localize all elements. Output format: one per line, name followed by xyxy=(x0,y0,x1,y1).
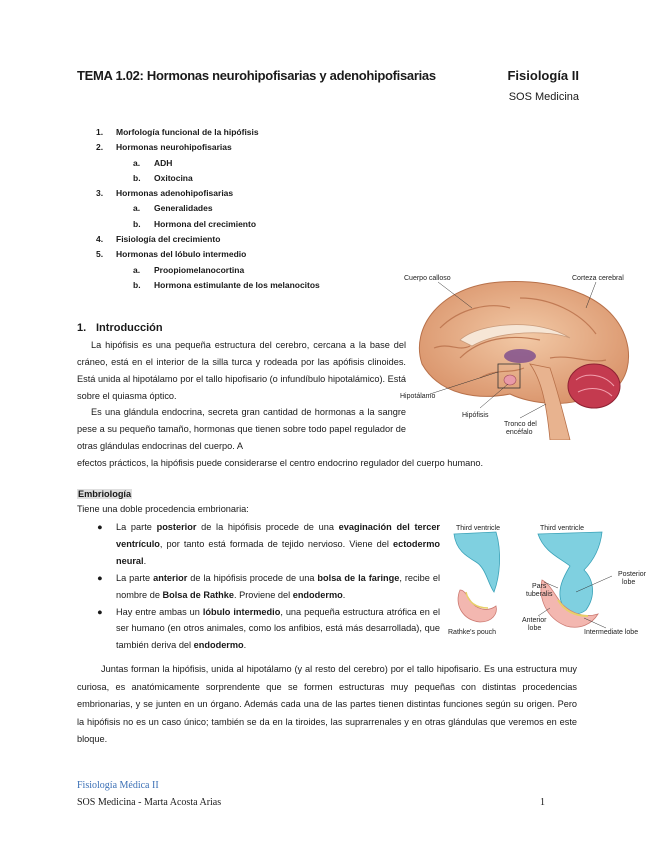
toc-item-label: Hormonas del lóbulo intermedio xyxy=(116,249,247,260)
bullet-dot-icon: ● xyxy=(97,522,103,532)
label-rathkes-pouch: Rathke's pouch xyxy=(448,629,497,636)
toc-item xyxy=(96,171,320,186)
bullet-text: La parte xyxy=(116,572,154,583)
footer-book-title: Fisiología Médica II xyxy=(77,780,159,791)
bullet-text: La parte xyxy=(116,522,157,532)
toc-item-label: Oxitocina xyxy=(154,172,193,183)
embriologia-intro: Tiene una doble procedencia embrionaria: xyxy=(77,504,249,514)
bullet-text: . xyxy=(342,589,346,600)
bullet-dot-icon: ● xyxy=(97,572,103,583)
bullet-text: , una pequeña estructura atrófica en el ser humano (en otros animales, como los anfibios, está más desarrollada), que también deriva del xyxy=(116,606,440,651)
section-heading xyxy=(77,322,163,334)
toc-item xyxy=(96,186,320,201)
toc-item xyxy=(96,263,320,278)
school-name: SOS Medicina xyxy=(508,91,579,103)
label-tronco-1: Tronco del xyxy=(504,421,537,428)
label-tronco-2: encéfalo xyxy=(506,429,533,436)
embriologia-paragraph xyxy=(77,661,577,749)
toc-item-number: a. xyxy=(133,264,141,275)
toc-item xyxy=(96,140,320,155)
bullet-bold-text: anterior xyxy=(153,572,188,583)
label-pars: Pars xyxy=(532,583,547,590)
label-posterior-lobe: lobe xyxy=(622,579,636,586)
toc-item xyxy=(96,247,320,262)
toc-item-label: Hormona del crecimiento xyxy=(154,218,257,229)
toc-item xyxy=(96,125,320,140)
subject-name: Fisiología II xyxy=(507,68,579,83)
bullet-item xyxy=(97,604,440,655)
toc-item-number: 5. xyxy=(96,249,104,260)
bullet-text: . xyxy=(143,555,147,566)
toc-item-number: b. xyxy=(133,218,141,229)
toc-item-number: b. xyxy=(133,279,141,290)
bullet-bold-text: endodermo xyxy=(193,640,244,651)
embriologia-bullet-list xyxy=(97,519,440,654)
brain-sagittal-illustration xyxy=(400,268,636,440)
pituitary-embryology-illustration xyxy=(446,522,654,640)
toc-item xyxy=(96,201,320,216)
table-of-contents xyxy=(96,125,320,293)
page-number: 1 xyxy=(540,797,545,808)
intro-paragraph-2-continued: efectos prácticos, la hipófisis puede considerarse el centro endocrino regulador del cuerpo humano. xyxy=(77,458,484,468)
label-third-ventricle-2: Third ventricle xyxy=(540,525,584,532)
bullet-text: de la hipófisis procede de una xyxy=(196,522,339,532)
toc-item-label: Proopiomelanocortina xyxy=(154,264,245,275)
intro-paragraph-2: Es una glándula endocrina, secreta gran cantidad de hormonas a la sangre pese a su pequeño tamaño, hormonas que tienen sobre todo papel regulador de otras glándulas endocrinas del cuerpo. A xyxy=(77,407,406,451)
toc-item-number: 4. xyxy=(96,234,104,245)
label-cuerpo-calloso: Cuerpo calloso xyxy=(404,275,451,282)
bullet-bold-text: bolsa de la faringe xyxy=(317,572,400,583)
toc-item-label: Morfología funcional de la hipófisis xyxy=(116,127,259,137)
bullet-bold-text: Bolsa de Rathke xyxy=(162,589,234,600)
label-intermediate-lobe: Intermediate lobe xyxy=(584,629,639,636)
toc-item-label: ADH xyxy=(154,157,173,168)
toc-item-number: a. xyxy=(133,157,141,168)
footer-author: SOS Medicina - Marta Acosta Arias xyxy=(77,797,222,808)
label-third-ventricle-1: Third ventricle xyxy=(456,525,500,532)
label-anterior-lobe: lobe xyxy=(528,625,542,632)
toc-item xyxy=(96,156,320,171)
section-number: 1. xyxy=(77,322,87,334)
bullet-bold-text: evaginación del tercer ventrículo xyxy=(116,522,440,549)
toc-item-number: 2. xyxy=(96,142,104,153)
toc-item xyxy=(96,232,320,247)
bullet-dot-icon: ● xyxy=(97,606,103,617)
bullet-text: Hay entre ambas un xyxy=(116,606,203,617)
bullet-bold-text: endodermo xyxy=(292,589,343,600)
toc-item-number: a. xyxy=(133,203,141,214)
toc-item-label: Hormonas adenohipofisarias xyxy=(116,188,234,199)
bullet-bold-text: posterior xyxy=(156,522,197,532)
toc-item xyxy=(96,278,320,293)
bullet-item xyxy=(97,519,440,570)
bullet-text: . xyxy=(243,640,247,651)
toc-item-label: Hormonas neurohipofisarias xyxy=(116,142,232,153)
label-tuberalis: tuberalis xyxy=(526,591,553,598)
bullet-item xyxy=(97,570,440,604)
label-hipofisis: Hipófisis xyxy=(462,412,489,419)
section-title: Introducción xyxy=(96,322,163,334)
toc-item-number: b. xyxy=(133,172,141,183)
bullet-bold-text: ectodermo neural xyxy=(116,538,440,566)
toc-item-number: 1. xyxy=(96,127,104,137)
toc-item xyxy=(96,217,320,232)
embriologia-paragraph-text: Juntas forman la hipófisis, unida al hipotálamo (y al resto del cerebro) por el tallo hipofisario. Es una estructura muy curiosa, es anatómicamente sorprendente que se formen estructuras muy pequeñas con distintas procedencias embrionarias, y se junten en un órgano. Además cada una de las partes tienen distintas funciones según su origen. Pero la hipófisis no es un caso único; también se da en la tiroides, las suprarrenales y en otras glándulas que veremos en este bloque. xyxy=(77,664,577,745)
bullet-text: , recibe el nombre de xyxy=(116,572,441,600)
toc-item-label: Fisiología del crecimiento xyxy=(116,234,221,245)
toc-item-label: Generalidades xyxy=(154,203,213,214)
toc-item-label: Hormona estimulante de los melanocitos xyxy=(154,279,320,290)
bullet-text: de la hipófisis procede de una xyxy=(187,572,318,583)
document-title: TEMA 1.02: Hormonas neurohipofisarias y adenohipofisarias xyxy=(77,68,436,83)
bullet-bold-text: lóbulo intermedio xyxy=(202,606,281,617)
label-posterior: Posterior xyxy=(618,571,647,578)
label-corteza-cerebral: Corteza cerebral xyxy=(572,275,624,282)
label-hipotalamo: Hipotálamo xyxy=(400,393,436,400)
bullet-text: , por tanto está formada de tejido nervioso. Viene del xyxy=(159,538,394,549)
intro-paragraph-1: La hipófisis es una pequeña estructura del cerebro, cercana a la base del cráneo, está en el interior de la silla turca y rodeada por las apófisis clinoides. Está unida al hipotálamo por el tallo hipofisario (o infundíbulo hipotalámico). Está sobre el quiasma óptico. xyxy=(77,340,406,401)
toc-item-number: 3. xyxy=(96,188,104,199)
bullet-text: . Proviene del xyxy=(233,589,293,600)
label-anterior: Anterior xyxy=(522,617,547,624)
embriologia-heading: Embriología xyxy=(78,489,132,499)
